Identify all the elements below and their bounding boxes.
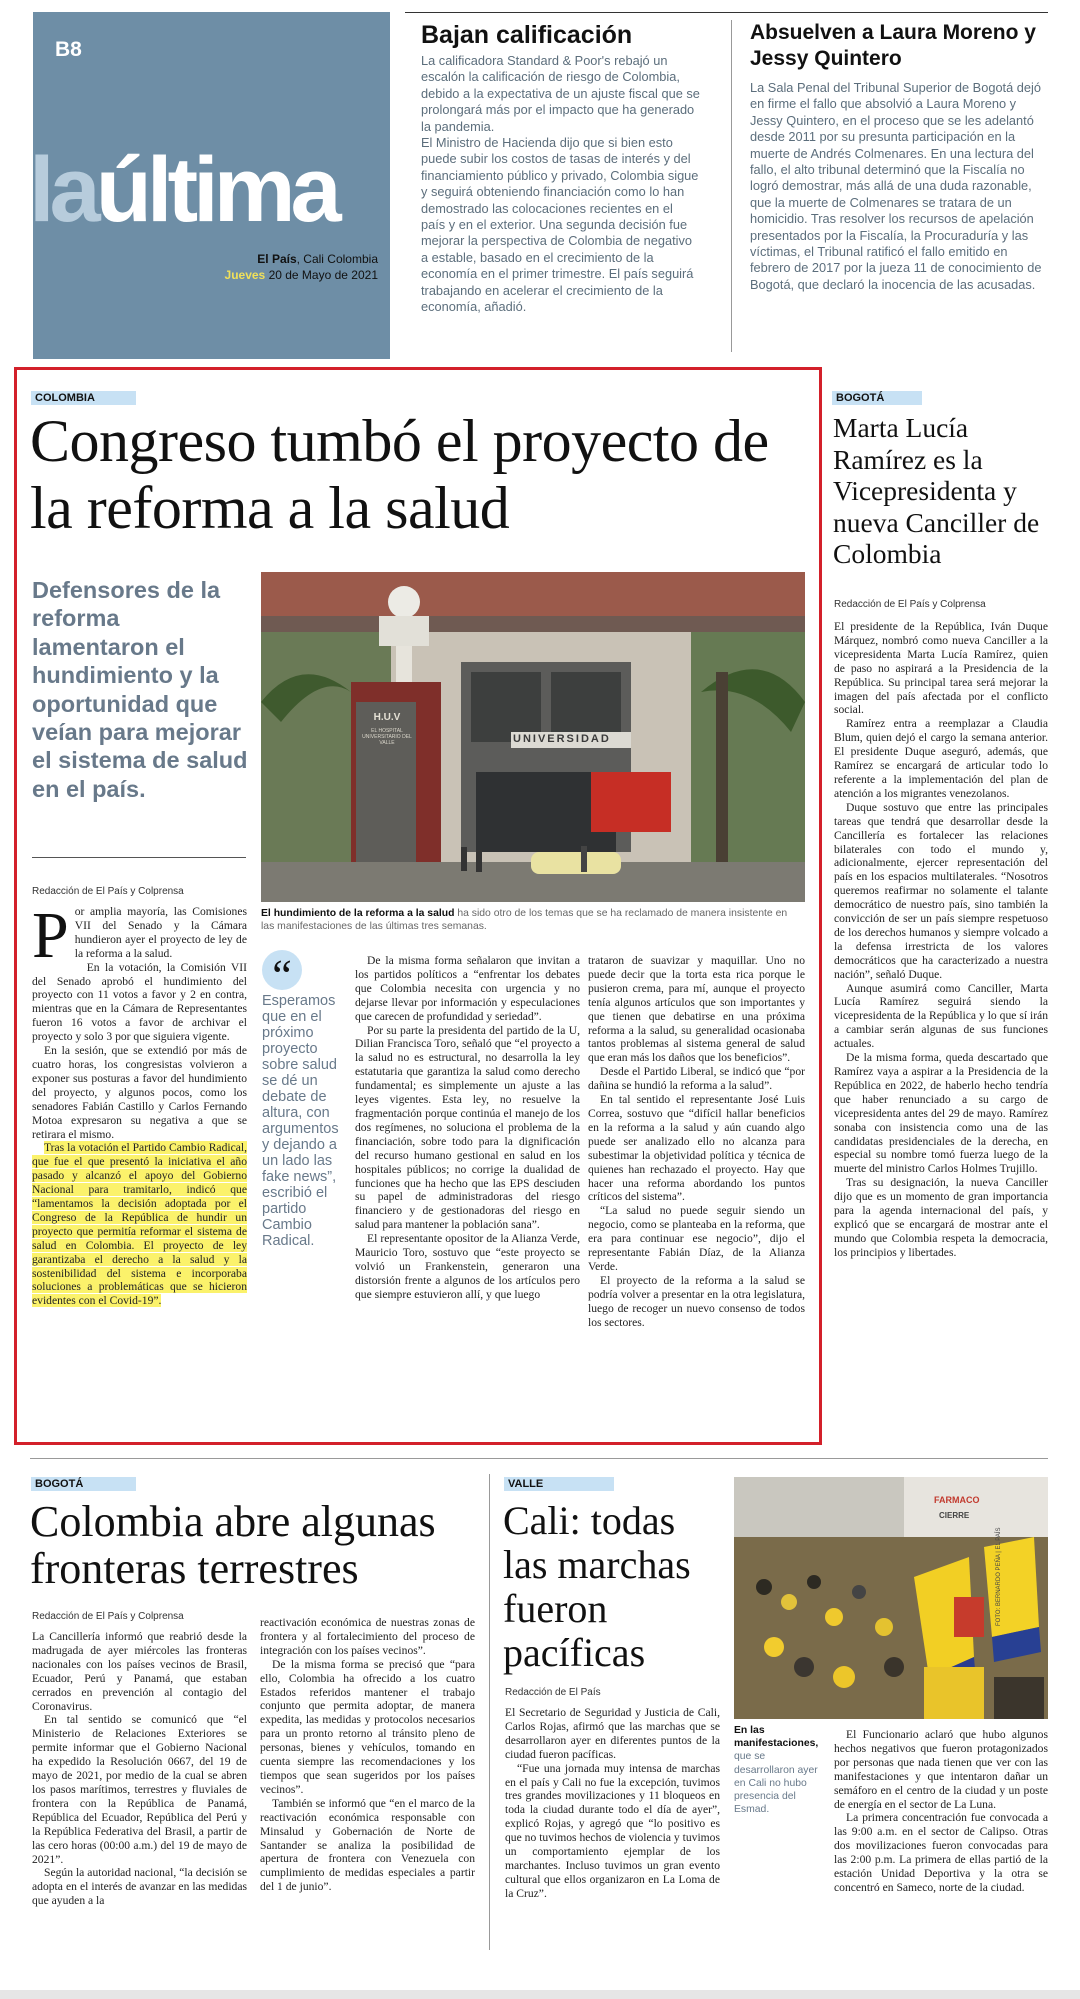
main-column-3 bbox=[588, 954, 805, 1432]
paragraph: Desde el Partido Liberal, se indicó que “por dañina se hundió la reforma a la salud”. bbox=[588, 1065, 805, 1093]
masthead-paper bbox=[257, 252, 378, 266]
section-kicker: BOGOTÁ bbox=[832, 391, 922, 405]
paragraph: La primera concentración fue convocada a las 9:00 a.m. en el sector de Calipso. Otras dos movilizaciones fueron convocadas para las 2:00 p.m. La primera de ellas partió de la estación Unidad Deportiva y la otra se concentró en Sameco, norte de la ciudad. bbox=[834, 1811, 1048, 1894]
quote-mark: “ bbox=[272, 951, 292, 1000]
photo-caption bbox=[261, 907, 801, 933]
paragraph: En la sesión, que se extendió por más de cuatro horas, los congresistas volvieron a exponer sus posturas a favor del hundimiento del proyecto, y algunos pocos, como los senadores Fabián Castillo y Carlos Fernando Motoa expresaron su negativa a que se retirara el mismo. bbox=[32, 1044, 247, 1141]
paragraph: El proyecto de la reforma a la salud se podría volver a presentar en la otra legislatura, luego de recoger un nuevo consenso de todos los sectores. bbox=[588, 1273, 805, 1329]
paragraph: El Secretario de Seguridad y Justicia de Cali, Carlos Rojas, afirmó que las marchas que se desarrollaron ayer en diferentes puntos de la ciudad fueron pacíficas. bbox=[505, 1706, 720, 1761]
photo-sign-universidad: UNIVERSIDAD bbox=[513, 733, 611, 745]
main-headline: Congreso tumbó el proyecto de la reforma a la salud bbox=[30, 408, 769, 541]
column-divider bbox=[731, 20, 732, 352]
main-deck: Defensores de la reforma lamentaron el hundimiento y la oportunidad que veían para mejorar el sistema de salud en el país. bbox=[32, 577, 248, 802]
paragraph: Aunque asumirá como Canciller, Marta Lucía Ramírez seguirá siendo la vicepresidenta de la República y lo que sí irán a cambiar serán algunas de sus funciones actuales. bbox=[834, 981, 1048, 1051]
paragraph: El representante opositor de la Alianza Verde, Mauricio Toro, sostuvo que “este proyecto se volvió un Frankenstein, generaron una distorsión frente a algunos de los artículos pero que siempre estuvieron allí, y que luego bbox=[355, 1232, 580, 1301]
section-kicker: VALLE bbox=[504, 1477, 614, 1491]
masthead-date bbox=[225, 268, 378, 282]
section-rule bbox=[30, 1458, 1048, 1459]
date-text: 20 de Mayo de 2021 bbox=[265, 268, 378, 282]
main-column-2 bbox=[355, 954, 580, 1432]
quote-icon bbox=[262, 950, 302, 1000]
paragraph: De la misma forma se precisó que “para ello, Colombia ha ofrecido a los cuatro Estados referidos mantener el trabajo conjunto que permita adoptar, de manera expedita, las medidas y protocolos necesarios para un pronto retorno al tránsito pleno de personas, bienes y vehículos, tomando en cuenta siempre las recomendaciones y los tiempos que sean sugeridos por los países vecinos”. bbox=[260, 1657, 475, 1796]
caption-text: que se desarrollaron ayer en Cali no hubo presencia del Esmad. bbox=[734, 1751, 818, 1816]
pull-quote: Esperamos que en el próximo proyecto sobre salud se dé un debate de altura, con argumentos y dejando a un lado las fake news”, escribió el partido Cambio Radical. bbox=[262, 993, 339, 1249]
paragraph: Según la autoridad nacional, “la decisión se adopta en el interés de avanzar en las medidas que ayuden a la bbox=[32, 1866, 247, 1908]
paragraph: Duque sostuvo que entre las principales tareas que tendrá que desarrollar desde la Cancillería es fortalecer las relaciones bilaterales con todo el mundo y, adicionalmente, ejercer representación del país en los espacios multilaterales. “Nosotros queremos reafirmar no solamente el talante democrático de nuestro país, sino también la convicción de ser un país siempre respetuoso de los derechos humanos y siempre volcado a la defensa irrestricta de los valores democráticos que ha caracterizado a nuestra nación”, señaló Duque. bbox=[834, 800, 1048, 981]
byline: Redacción de El País y Colprensa bbox=[834, 599, 986, 610]
top-rule bbox=[405, 12, 1048, 13]
photo-text-farmaco: FARMACO bbox=[934, 1495, 980, 1505]
section-kicker: COLOMBIA bbox=[31, 391, 136, 405]
caption-text: ha sido otro de los temas que se ha reclamado de manera insistente en las manifestaciones de las últimas tres semanas. bbox=[261, 908, 788, 932]
byline: Redacción de El País bbox=[505, 1687, 601, 1698]
brief-title: Bajan calificación bbox=[421, 21, 633, 49]
drop-cap: P bbox=[32, 905, 69, 972]
paragraph: Tras su designación, la nueva Canciller dijo que es un momento de gran importancia para la agenda internacional del país, y explicó que se encargará de mostrar ante el mundo que Colombia respeta la democracia, los principios y libertades. bbox=[834, 1176, 1048, 1259]
photo-sign-huv: H.U.V bbox=[373, 712, 401, 723]
photo-text-cierre: CIERRE bbox=[939, 1511, 970, 1520]
brand-logo bbox=[29, 139, 337, 241]
masthead bbox=[29, 12, 390, 359]
main-photo bbox=[261, 572, 805, 902]
main-column-1 bbox=[32, 905, 247, 1432]
paragraph: De la misma forma señalaron que invitan a los partidos políticos a “enfrentar los debates que Colombia necesita con urgencia y no dejarse llevar por información y especulaciones que carecen de profundidad y seriedad”. bbox=[355, 954, 580, 1023]
paragraph: El presidente de la República, Iván Duque Márquez, nombró como nueva Canciller a la vicepresidenta Marta Lucía Ramírez, quien de paso no aspirará a la Presidencia de la República. Su principal tarea será mejorar la imagen del país afectada por el conflicto social. bbox=[834, 620, 1048, 717]
page-footer-bar bbox=[0, 1990, 1080, 1999]
paragraph: La Cancillería informó que reabrió desde la madrugada de ayer miércoles las fronteras nacionales con los países vecinos de Brasil, Ecuador, Perú y Panamá, que estaban cerrados en prevención al contagio del Coronavirus. bbox=[32, 1630, 247, 1713]
paper-name: El País bbox=[257, 252, 297, 266]
side-column bbox=[834, 620, 1048, 1435]
byline: Redacción de El País y Colprensa bbox=[32, 886, 184, 897]
paragraph: También se informó que “en el marco de la reactivación económica responsable con Minsalud y Gobernación de Norte de Santander se analiza la posibilidad de apertura de frontera con Venezuela con cumplimiento de medidas especiales a partir del 1 de junio”. bbox=[260, 1796, 475, 1894]
fronteras-column-1 bbox=[32, 1630, 247, 1950]
brief-bajan bbox=[421, 20, 700, 360]
paragraph: trataron de suavizar y maquillar. Uno no puede decir que la torta esta rica porque le pusieron crema, para mí, aunque el proyecto tenía algunos artículos que son importantes y que tienen que debatirse en una próxima reforma a la salud, su generalidad ocasionaba tantos problemas al sistema general de salud que eran más los daños que los beneficios”. bbox=[588, 954, 805, 1065]
fronteras-column-2 bbox=[260, 1616, 475, 1950]
highlighted-paragraph: Tras la votación el Partido Cambio Radical, que fue el que presentó la iniciativa el año pasado y alcanzó el apoyo del Gobierno Nacional para tramitarlo, indicó que “lamentamos la decisión adoptada por el Congreso de la República de hundir un proyecto que permitía reformar el sistema de salud en Colombia. El proyecto de ley garantizaba el derecho a la salud y la sostenibilidad del sistema e incorporaba soluciones a problemáticas que se hicieron evidentes con el Covid-19”. bbox=[32, 1141, 247, 1308]
photo-credit: FOTO: BERNARDO PEÑA | EL PAÍS bbox=[996, 1527, 1002, 1626]
paragraph: De la misma forma, queda descartado que Ramírez vaya a aspirar a la Presidencia de la República en 2022, de haberlo hecho tendría que haber renunciado a su cargo de vicepresidenta antes del 29 de mayo. Ramírez sonaba con insistencia como una de las candidatas presidenciales de la derecha, en especial su nombre tomó fuerza luego de la muerte del ministro Carlos Holmes Trujillo. bbox=[834, 1051, 1048, 1176]
side-headline: Marta Lucía Ramírez es la Vicepresidenta y nueva Canciller de Colombia bbox=[833, 412, 1040, 569]
page-number: B8 bbox=[55, 38, 82, 61]
brief-text: El Ministro de Hacienda dijo que si bien esto puede subir los costos de tasas de interés y del financiamiento público y privado, Colombia sigue y seguirá obteniendo financiación como lo han demostrado las colocaciones recientes en el país y en el exterior. Una segunda decisión fue mejorar la perspectiva de Colombia de negativo a estable, basado en el crecimiento de la economía en el primer trimestre. El país seguirá trabajando en acelerar el crecimiento de la economía, añadió. bbox=[421, 135, 699, 315]
fronteras-headline: Colombia abre algunas fronteras terrestres bbox=[30, 1497, 436, 1593]
brief-text: La Sala Penal del Tribunal Superior de Bogotá dejó en firme el fallo que absolvió a Laura Moreno y Jessy Quintero, en el proceso que se les adelantó desde 2011 por su presunta participación en la muerte de Andrés Colmenares. En una lectura del fallo, el alto tribunal determinó que la Fiscalía no logró demostrar, más allá de una duda razonable, que la muerte de Colmenares se tratara de un homicidio. Tras resolver los recursos de apelación presentados por la Fiscalía, la Procuraduría y las víctimas, el Tribunal ratificó el fallo emitido en febrero de 2017 por la jueza 11 de conocimiento de Bogotá, que declaró la inocencia de las acusadas. bbox=[750, 80, 1042, 292]
deck-rule bbox=[32, 857, 246, 858]
paragraph: Por su parte la presidenta del partido de la U, Dilian Francisca Toro, señaló que “el proyecto a la salud no es estructural, no desarrolla la ley estatutaria que garantiza la salud como derecho fundamental; es simplemente un ajuste a las leyes vigentes. Esta ley, no resuelve la fragmentación porque continúa el manejo de los dos regímenes, no soluciona el problema de la financiación, sobre todo para la dignificación del recurso humano gestional en salud en los hospitales públicos; no corrige la dualidad de funciones que ha hecho que las EPS desciuden su papel de administradoras del riesgo financiero y de gestionadoras del riesgo en salud para mantener la población sana”. bbox=[355, 1023, 580, 1232]
photo-sign-hospital: EL HOSPITAL UNIVERSITARIO DEL VALLE bbox=[362, 728, 412, 746]
brief-text: La calificadora Standard & Poor's rebajó un escalón la calificación de riesgo de Colombia, debido a la expectativa de un ajuste fiscal que se prolongará más por el impacto que ha generado la pandemia. bbox=[421, 53, 700, 134]
paper-city: , Cali Colombia bbox=[296, 252, 378, 266]
section-kicker: BOGOTÁ bbox=[31, 1477, 136, 1491]
byline: Redacción de El País y Colprensa bbox=[32, 1611, 184, 1622]
paragraph: or amplia mayoría, las Comisiones VII del Senado y la Cámara hundieron ayer el proyecto de ley de la reforma a la salud. bbox=[74, 905, 247, 960]
caption-lead: En las manifestaciones, bbox=[734, 1725, 819, 1750]
cali-column-1 bbox=[505, 1706, 720, 1950]
paragraph: En tal sentido se comunicó que “el Ministerio de Relaciones Exteriores se permite informar que el Gobierno Nacional ha expedido la Resolución 0667, del 19 de mayo de 2021, por medio de la cual se abren los pasos marítimos, terrestres y fluviales de frontera con la República de Panamá, República del Ecuador, República del Perú y la República Federativa del Brasil, a partir de las cero horas (00:00 a.m.) del 19 de mayo de 2021”. bbox=[32, 1713, 247, 1866]
caption-lead: El hundimiento de la reforma a la salud bbox=[261, 908, 455, 919]
paragraph: En la votación, la Comisión VII del Senado aprobó el hundimiento del proyecto con 11 votos a favor y 2 en contra, mientras que en la Cámara de Representantes fueron 16 votos a favor de archivar el proyecto y solo 3 por que siguiera vigente. bbox=[32, 960, 247, 1044]
brief-title: Absuelven a Laura Moreno y Jessy Quintero bbox=[750, 21, 1036, 70]
brief-absuelven bbox=[750, 20, 1048, 360]
brand-ultima: última bbox=[95, 139, 337, 241]
paragraph: reactivación económica de nuestras zonas de frontera y al fortalecimiento del proceso de integración con los países vecinos”. bbox=[260, 1616, 475, 1657]
paragraph: “La salud no puede seguir siendo un negocio, como se planteaba en la reforma, que era para continuar ese negocio”, dijo el representante Fabián Díaz, de la Alianza Verde. bbox=[588, 1204, 805, 1273]
date-day: Jueves bbox=[224, 268, 266, 282]
paragraph: En tal sentido el representante José Luis Correa, sostuvo que “difícil hallar beneficios en la reforma a la salud y aún cuando algo puede ser analizado ello no alcanza para subestimar la objetividad política y técnica de quienes han rechazado el proyecto. Hay que hacer una reforma abordando los puntos críticos del sistema”. bbox=[588, 1093, 805, 1204]
cali-headline: Cali: todas las marchas fueron pacíficas bbox=[503, 1498, 691, 1675]
brand-la: la bbox=[29, 139, 96, 241]
paragraph: “Fue una jornada muy intensa de marchas en el país y Cali no fue la excepción, tuvimos tres grandes movilizaciones y 11 bloqueos en toda la ciudad durante todo el día de ayer”, explicó Rojas, y agregó que “lo positivo es que no tuvimos hechos de violencia y tuvimos un comportamiento ejemplar de los marchantes. Incluso tuvimos un gran evento cultural que ellos organizaron en La Loma de la Cruz”. bbox=[505, 1761, 720, 1900]
column-divider bbox=[489, 1474, 490, 1950]
paragraph: El Funcionario aclaró que hubo algunos hechos negativos que fueron protagonizados por personas que nada tienen que ver con las manifestaciones y que intentaron dañar un semáforo en el centro de la ciudad y un poste de energía en el sector de La Luna. bbox=[834, 1728, 1048, 1811]
photo-caption bbox=[734, 1724, 824, 1816]
cali-column-2 bbox=[834, 1728, 1048, 1950]
paragraph: Ramírez entra a reemplazar a Claudia Blum, quien dejó el cargo la semana anterior. El presidente Duque aseguró, además, que Ramírez se encargará de articular todo lo referente a la implementación del plan de atención a los migrantes venezolanos. bbox=[834, 717, 1048, 800]
